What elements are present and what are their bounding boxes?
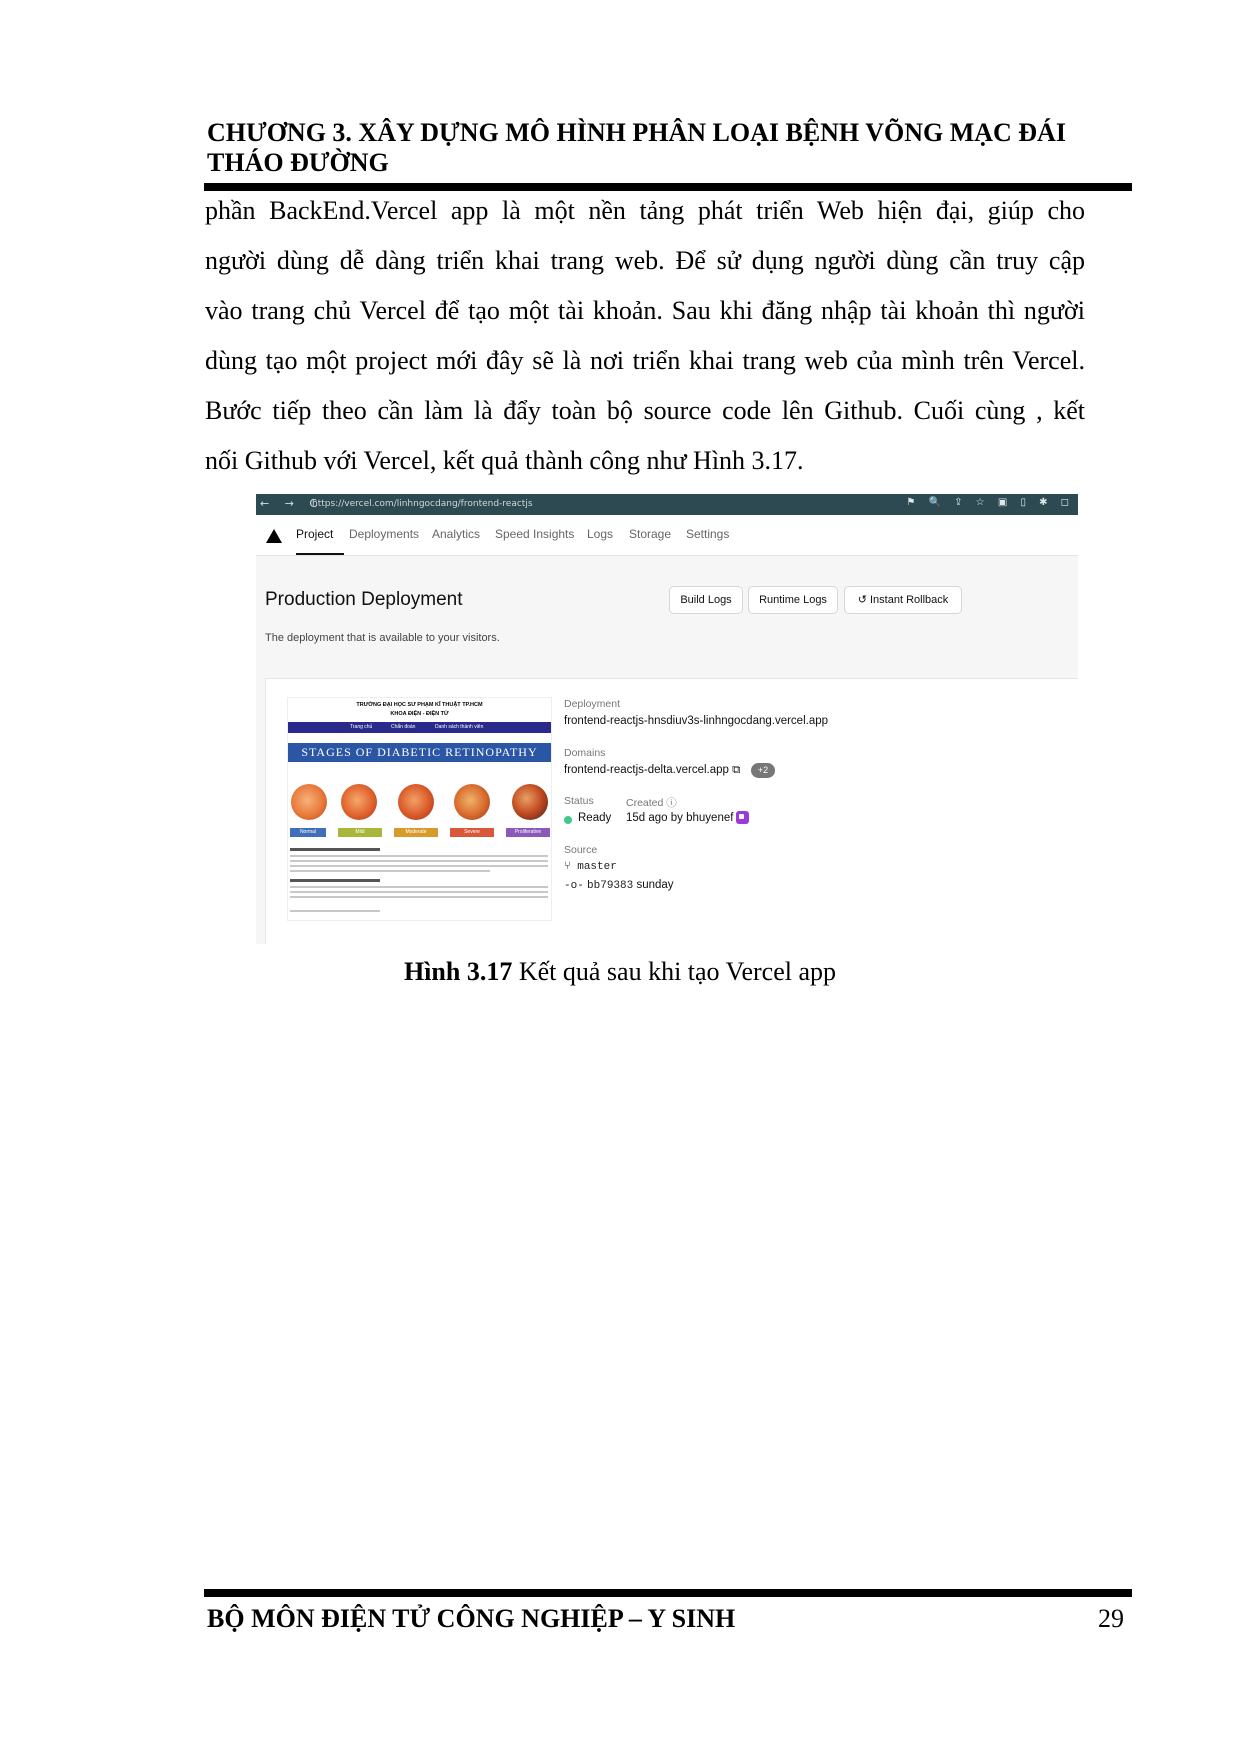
source-branch[interactable] <box>564 861 617 873</box>
preview-text-line <box>290 879 380 882</box>
active-tab-indicator <box>296 553 344 555</box>
preview-header <box>288 698 551 722</box>
preview-school: TRƯỜNG ĐẠI HỌC SƯ PHẠM KĨ THUẬT TP.HCM <box>356 702 483 708</box>
preview-text-line <box>290 865 548 867</box>
tab-storage[interactable]: Storage <box>629 527 672 541</box>
retina-proliferative-image <box>512 784 548 820</box>
body-line: vào trang chủ Vercel để tạo một tài khoản. Sau khi đăng nhập tài khoản thì người <box>205 296 1085 325</box>
retina-normal-image <box>291 784 327 820</box>
created-value: 15d ago by bhuyenef <box>626 812 734 824</box>
domains-extra-badge[interactable]: +2 <box>751 763 775 778</box>
figure-caption <box>0 957 1240 987</box>
commit-message: sunday <box>636 879 674 891</box>
body-line: Bước tiếp theo cần làm là đẩy toàn bộ source code lên Github. Cuối cùng , kết <box>205 396 1085 425</box>
vercel-screenshot-figure <box>256 494 1078 944</box>
instant-rollback-button[interactable] <box>844 586 962 614</box>
deployment-label: Deployment <box>564 698 621 710</box>
page-number: 29 <box>1098 1604 1124 1633</box>
chapter-title-line-1: CHƯƠNG 3. XÂY DỰNG MÔ HÌNH PHÂN LOẠI BỆNH VÕNG MẠC ĐÁI <box>207 118 1066 147</box>
tab-logs[interactable]: Logs <box>587 527 614 541</box>
info-icon: ⓘ <box>666 797 677 809</box>
ready-status-dot-icon <box>564 816 572 824</box>
status-value: Ready <box>578 812 612 824</box>
stage-label: Normal <box>290 828 326 837</box>
address-bar[interactable]: https://vercel.com/linhngocdang/frontend-reactjs <box>312 499 533 509</box>
project-tabs <box>256 515 1078 556</box>
footer-department: BỘ MÔN ĐIỆN TỬ CÔNG NGHIỆP – Y SINH <box>207 1604 736 1633</box>
body-line: nối Github với Vercel, kết quả thành công như Hình 3.17. <box>205 446 804 475</box>
production-deployment-subtitle: The deployment that is available to your visitors. <box>265 632 500 644</box>
preview-text-line <box>290 891 548 893</box>
preview-text-line <box>290 870 490 872</box>
instant-rollback-label: Instant Rollback <box>870 594 949 606</box>
status-label: Status <box>564 795 594 807</box>
preview-text-line <box>290 910 380 912</box>
preview-text-line <box>290 896 548 898</box>
deployment-card <box>265 678 1078 944</box>
retina-mild-image <box>341 784 377 820</box>
preview-text-line <box>290 848 380 851</box>
browser-toolbar <box>256 494 1078 515</box>
stage-label: Severe <box>450 828 494 837</box>
production-deployment-title: Production Deployment <box>265 589 463 610</box>
vercel-logo-icon[interactable] <box>266 529 282 543</box>
preview-text-line <box>290 860 548 862</box>
body-paragraph <box>205 186 1085 486</box>
runtime-logs-button[interactable]: Runtime Logs <box>748 586 838 614</box>
chapter-title <box>207 118 1137 178</box>
retina-severe-image <box>454 784 490 820</box>
commit-hash: bb79383 <box>587 880 634 892</box>
git-commit-icon: -o- <box>564 880 584 892</box>
build-logs-button[interactable]: Build Logs <box>669 586 743 614</box>
deployment-preview[interactable] <box>287 697 552 921</box>
tab-deployments[interactable]: Deployments <box>349 527 420 541</box>
tab-project[interactable]: Project <box>296 527 334 541</box>
stage-label: Mild <box>338 828 382 837</box>
external-link-icon: ⧉ <box>732 764 741 776</box>
rollback-icon: ↺ <box>857 594 867 606</box>
deployment-url[interactable]: frontend-reactjs-hnsdiuv3s-linhngocdang.vercel.app <box>564 715 829 727</box>
preview-text-line <box>290 855 548 857</box>
git-branch-icon: ⑂ <box>564 861 571 873</box>
source-commit[interactable] <box>564 879 674 892</box>
preview-nav-item: Chẩn đoán <box>391 724 416 730</box>
footer-rule <box>204 1589 1132 1597</box>
browser-nav-icons[interactable]: ← → C <box>260 497 324 510</box>
branch-name: master <box>577 861 617 873</box>
created-label-text: Created <box>626 797 664 809</box>
stage-label: Moderate <box>394 828 438 837</box>
preview-faculty: KHOA ĐIỆN - ĐIỆN TỬ <box>390 711 449 717</box>
domain-url[interactable] <box>564 764 740 777</box>
tab-speed-insights[interactable]: Speed Insights <box>495 527 575 541</box>
figure-caption-label: Hình 3.17 <box>403 957 513 986</box>
retina-moderate-image <box>398 784 434 820</box>
tab-settings[interactable]: Settings <box>686 527 730 541</box>
body-line: dùng tạo một project mới đây sẽ là nơi triển khai trang web của mình trên Vercel. <box>205 346 1085 375</box>
browser-extension-icons[interactable]: ⚑ 🔍 ⇪ ☆ ▣ ▯ ✱ ◻ <box>906 497 1074 508</box>
body-line: người dùng dễ dàng triển khai trang web. Để sử dụng người dùng cần truy cập <box>205 246 1085 275</box>
domains-label: Domains <box>564 747 606 759</box>
source-label: Source <box>564 844 598 856</box>
stage-label: Proliferative <box>506 828 550 837</box>
preview-nav-item: Trang chủ <box>350 724 373 730</box>
domain-url-text: frontend-reactjs-delta.vercel.app <box>564 764 729 776</box>
body-line: phần BackEnd.Vercel app là một nền tảng phát triển Web hiện đại, giúp cho <box>205 196 1085 225</box>
preview-text-line <box>290 886 548 888</box>
chapter-title-line-2: THÁO ĐƯỜNG <box>207 148 389 177</box>
user-avatar-icon[interactable] <box>736 811 749 824</box>
figure-caption-text: Kết quả sau khi tạo Vercel app <box>512 957 837 986</box>
preview-navbar <box>288 722 551 733</box>
created-label <box>626 795 677 810</box>
preview-nav-item: Danh sách thành viên <box>435 724 484 730</box>
tab-analytics[interactable]: Analytics <box>432 527 481 541</box>
preview-banner: STAGES OF DIABETIC RETINOPATHY <box>288 743 551 762</box>
